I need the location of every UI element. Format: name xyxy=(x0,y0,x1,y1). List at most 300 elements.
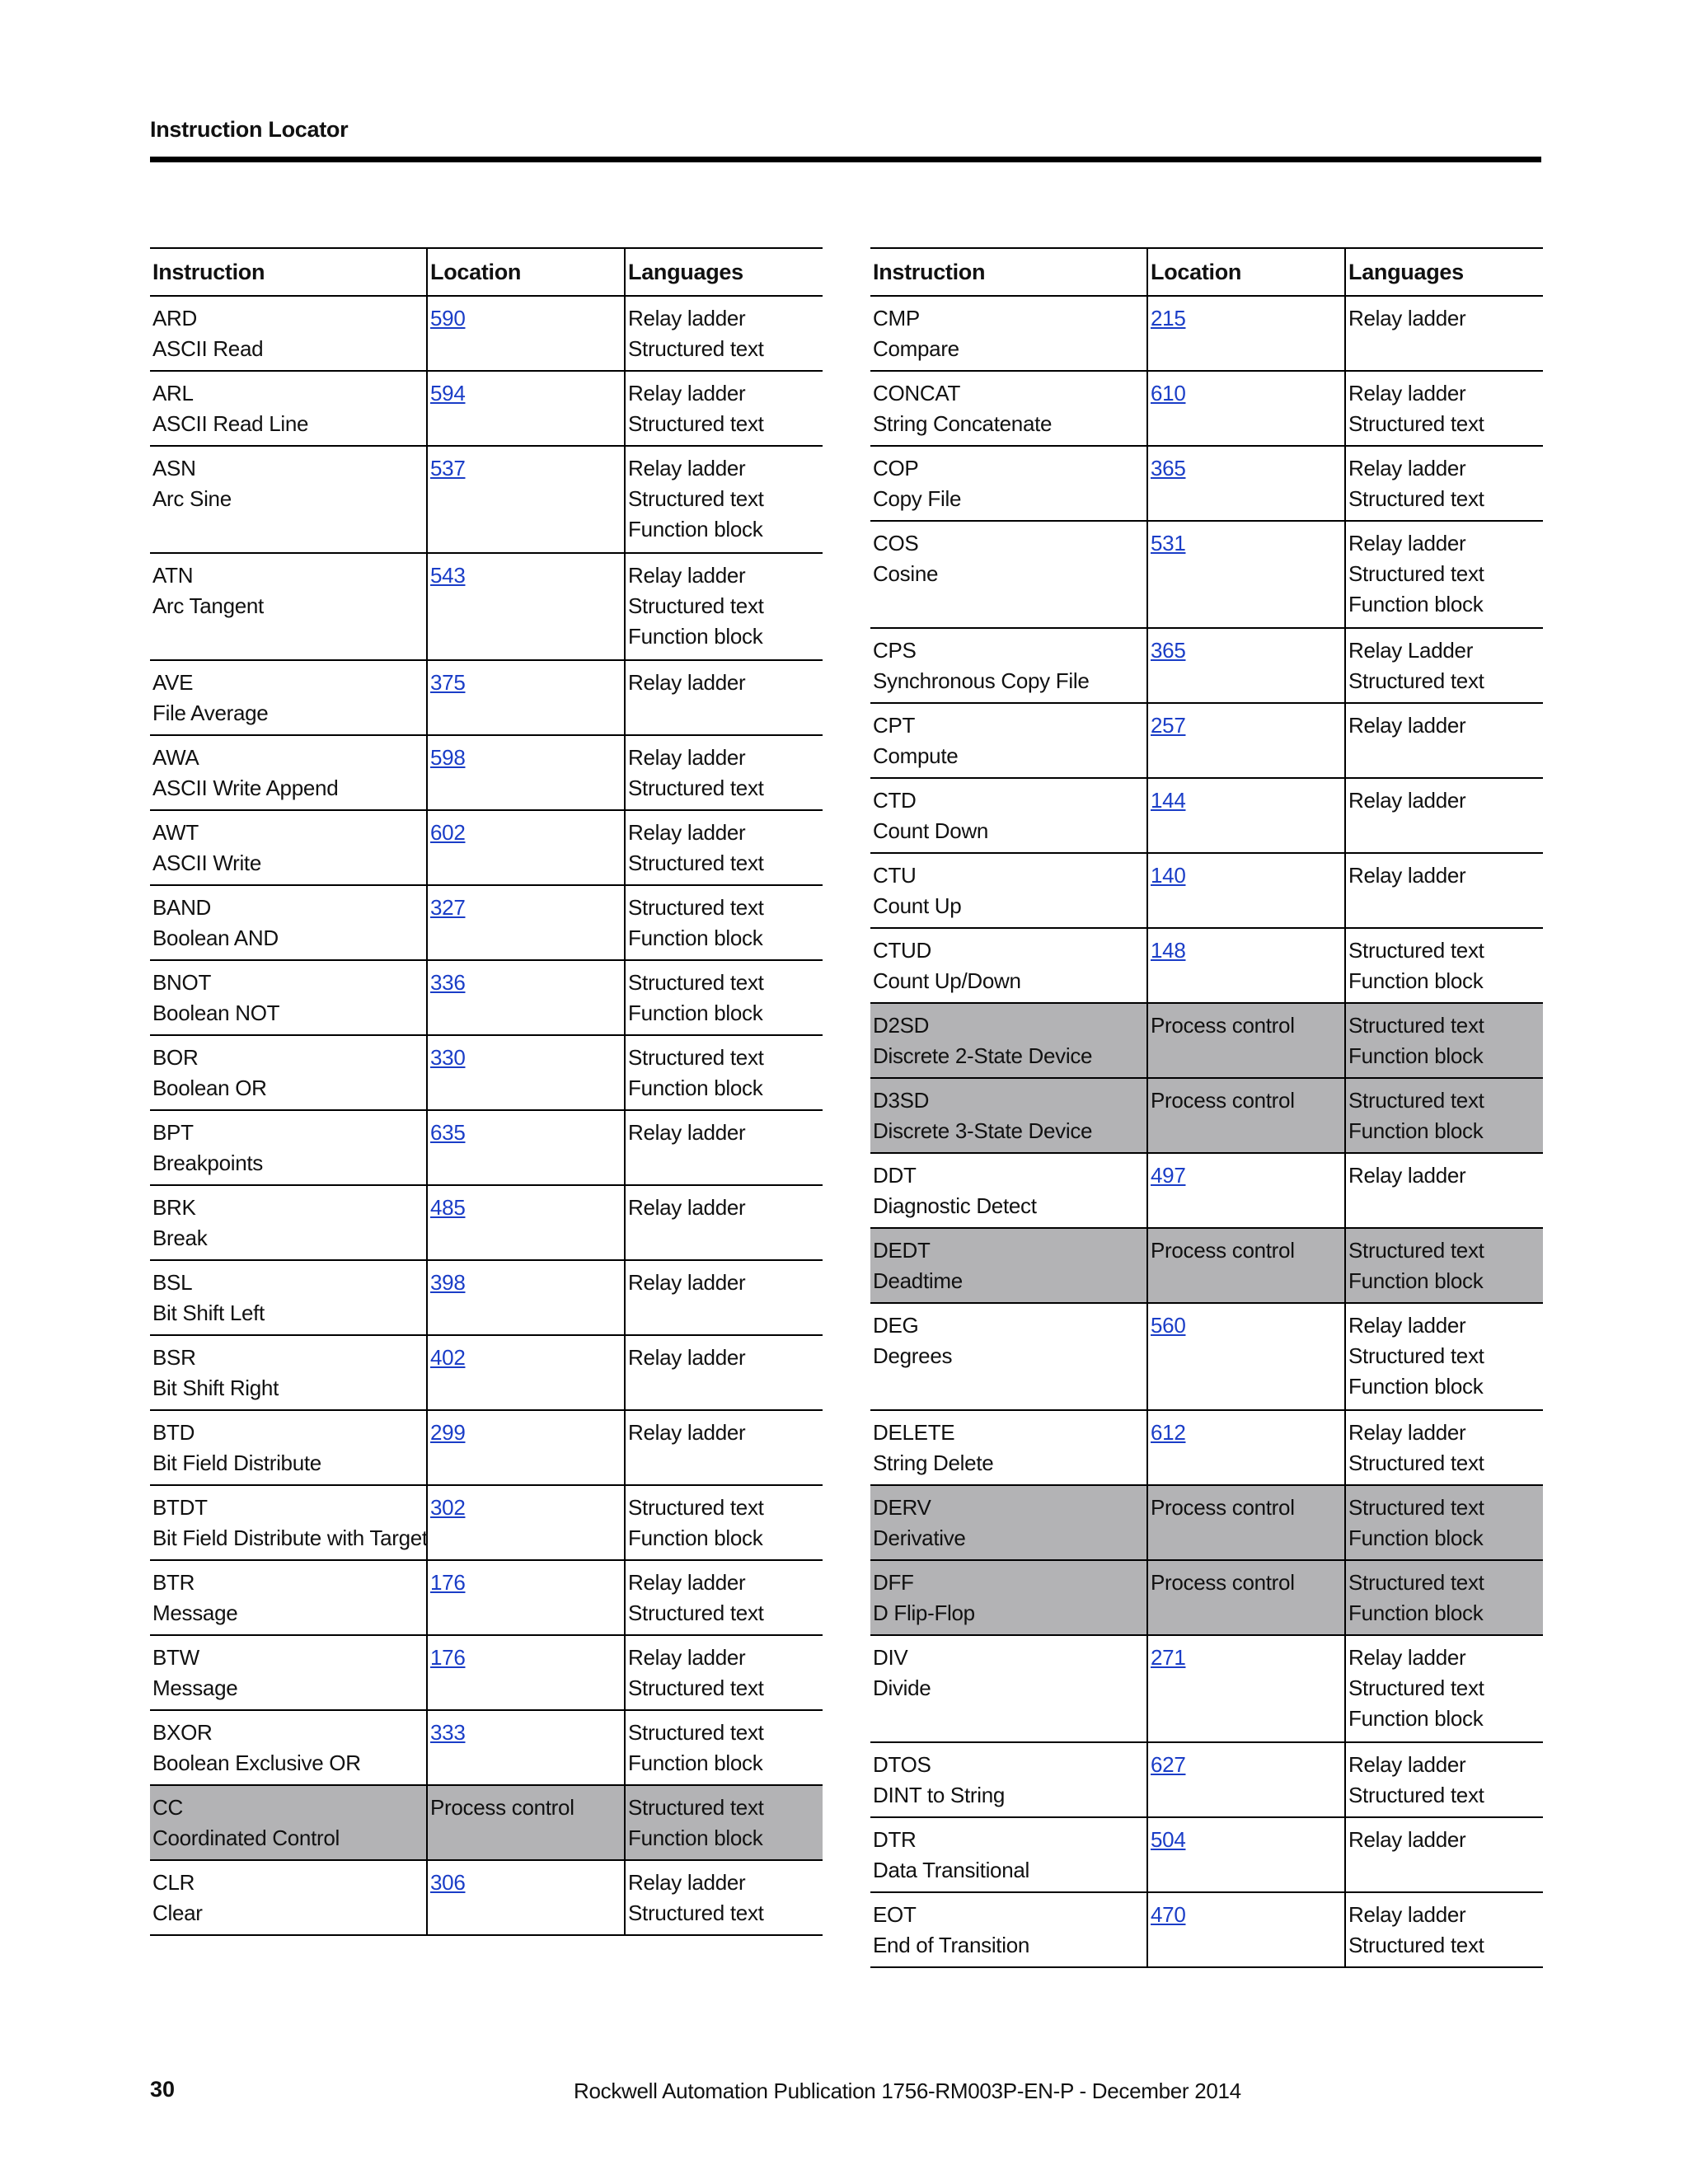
instruction-name: Arc Sine xyxy=(152,486,232,511)
table-row xyxy=(150,553,823,660)
instruction-cell xyxy=(870,1485,1147,1560)
language-item: Relay ladder xyxy=(1348,863,1466,888)
instruction-mnemonic: AVE xyxy=(152,670,194,695)
location-cell xyxy=(427,960,625,1035)
language-item: Relay ladder xyxy=(628,306,746,330)
instruction-cell xyxy=(870,1003,1147,1078)
language-item: Structured text xyxy=(1348,1570,1484,1595)
language-item: Relay ladder xyxy=(628,1570,746,1595)
table-row xyxy=(870,1153,1543,1228)
language-item: Structured text xyxy=(628,593,764,618)
language-item: Structured text xyxy=(628,1495,764,1520)
instruction-cell xyxy=(870,1635,1147,1742)
page-link[interactable]: 402 xyxy=(430,1345,466,1370)
table-row xyxy=(150,1260,823,1335)
languages-cell xyxy=(1345,1228,1543,1303)
instruction-cell xyxy=(870,853,1147,928)
page-link[interactable]: 627 xyxy=(1151,1752,1186,1777)
instruction-mnemonic: DFF xyxy=(873,1570,914,1595)
table-row xyxy=(870,1817,1543,1892)
instruction-mnemonic: DEG xyxy=(873,1313,919,1338)
table-row xyxy=(150,1860,823,1935)
language-item: Structured text xyxy=(1348,1495,1484,1520)
language-item: Structured text xyxy=(628,776,764,800)
instruction-mnemonic: BTR xyxy=(152,1570,195,1595)
languages-cell xyxy=(1345,1742,1543,1817)
page-link[interactable]: 330 xyxy=(430,1045,466,1070)
instruction-name: DINT to String xyxy=(873,1783,1006,1807)
language-item: Structured text xyxy=(1348,938,1484,963)
instruction-cell xyxy=(870,1560,1147,1635)
instruction-mnemonic: DELETE xyxy=(873,1420,955,1445)
languages-cell xyxy=(1345,1410,1543,1485)
page-link[interactable]: 215 xyxy=(1151,306,1186,330)
languages-cell xyxy=(625,1335,823,1410)
language-item: Function block xyxy=(628,1825,763,1850)
instruction-mnemonic: COS xyxy=(873,531,919,555)
header-rule xyxy=(150,157,1541,162)
instruction-mnemonic: DEDT xyxy=(873,1238,931,1263)
language-item: Relay ladder xyxy=(1348,713,1466,738)
language-item: Structured text xyxy=(1348,668,1484,693)
instruction-name: String Delete xyxy=(873,1451,994,1475)
instruction-cell xyxy=(150,371,427,446)
language-item: Function block xyxy=(1348,1526,1484,1550)
instruction-name: Boolean OR xyxy=(152,1076,267,1100)
languages-cell xyxy=(625,371,823,446)
languages-cell xyxy=(625,1485,823,1560)
instruction-mnemonic: ARL xyxy=(152,381,194,405)
location-cell xyxy=(1147,446,1345,521)
instruction-mnemonic: CTUD xyxy=(873,938,932,963)
page-link[interactable]: 398 xyxy=(430,1270,466,1295)
page-link[interactable]: 590 xyxy=(430,306,466,330)
page-link[interactable]: 543 xyxy=(430,563,466,588)
page-link[interactable]: 531 xyxy=(1151,531,1186,555)
table-row xyxy=(870,371,1543,446)
instruction-name: Bit Field Distribute with Target xyxy=(152,1526,428,1550)
page-link[interactable]: 485 xyxy=(430,1195,466,1220)
table-row xyxy=(150,885,823,960)
table-row xyxy=(870,1560,1543,1635)
languages-cell xyxy=(1345,1560,1543,1635)
languages-cell xyxy=(625,960,823,1035)
table-row xyxy=(870,1635,1543,1742)
location-cell xyxy=(1147,1742,1345,1817)
languages-cell xyxy=(1345,296,1543,371)
language-item: Relay ladder xyxy=(1348,1827,1466,1852)
instruction-mnemonic: CC xyxy=(152,1795,183,1820)
page-link[interactable]: 140 xyxy=(1151,863,1186,888)
instruction-name: Degrees xyxy=(873,1343,953,1368)
language-item: Relay ladder xyxy=(628,563,746,588)
language-item: Structured text xyxy=(1348,1088,1484,1113)
language-item: Relay ladder xyxy=(1348,306,1466,330)
language-item: Function block xyxy=(628,926,763,950)
languages-cell xyxy=(1345,521,1543,628)
table-row xyxy=(870,928,1543,1003)
column-header-instruction: Instruction xyxy=(150,248,427,296)
instruction-name: ASCII Read Line xyxy=(152,411,309,436)
page-link[interactable]: 504 xyxy=(1151,1827,1186,1852)
page-link[interactable]: 635 xyxy=(430,1120,466,1145)
language-item: Relay ladder xyxy=(628,1120,746,1145)
instruction-name: Divide xyxy=(873,1675,931,1700)
languages-cell xyxy=(1345,853,1543,928)
language-item: Relay ladder xyxy=(1348,1313,1466,1338)
table-row xyxy=(870,1742,1543,1817)
column-header-languages: Languages xyxy=(1345,248,1543,296)
instruction-mnemonic: DTOS xyxy=(873,1752,931,1777)
instruction-mnemonic: BOR xyxy=(152,1045,199,1070)
instruction-mnemonic: DIV xyxy=(873,1645,908,1670)
table-row xyxy=(870,778,1543,853)
language-item: Structured text xyxy=(1348,1238,1484,1263)
language-item: Function block xyxy=(1348,1043,1484,1068)
table-row xyxy=(870,1228,1543,1303)
instruction-name: Synchronous Copy File xyxy=(873,668,1090,693)
location-text: Process control xyxy=(430,1795,574,1820)
page-link[interactable]: 299 xyxy=(430,1420,466,1445)
instruction-cell xyxy=(150,1110,427,1185)
language-item: Relay ladder xyxy=(1348,456,1466,480)
language-item: Structured text xyxy=(628,1675,764,1700)
instruction-name: Cosine xyxy=(873,561,939,586)
language-item: Function block xyxy=(1348,1706,1484,1731)
language-item: Structured text xyxy=(1348,1783,1484,1807)
page-link[interactable]: 594 xyxy=(430,381,466,405)
instruction-cell xyxy=(870,1892,1147,1967)
location-cell xyxy=(1147,1817,1345,1892)
location-cell xyxy=(427,885,625,960)
instruction-name: Coordinated Control xyxy=(152,1825,340,1850)
language-item: Function block xyxy=(628,1001,763,1025)
table-row xyxy=(870,1410,1543,1485)
language-item: Structured text xyxy=(628,970,764,995)
page-link[interactable]: 333 xyxy=(430,1720,466,1745)
page-link[interactable]: 302 xyxy=(430,1495,466,1520)
instruction-name: Clear xyxy=(152,1900,203,1925)
page-link[interactable]: 365 xyxy=(1151,456,1186,480)
language-item: Relay ladder xyxy=(1348,1420,1466,1445)
instruction-cell xyxy=(870,1153,1147,1228)
instruction-name: String Concatenate xyxy=(873,411,1053,436)
instruction-name: Bit Field Distribute xyxy=(152,1451,321,1475)
page-link[interactable]: 560 xyxy=(1151,1313,1186,1338)
page-link[interactable]: 598 xyxy=(430,745,466,770)
instruction-cell xyxy=(150,1185,427,1260)
location-cell xyxy=(427,810,625,885)
table-body-left xyxy=(150,296,823,1935)
location-cell xyxy=(1147,1153,1345,1228)
location-cell xyxy=(1147,521,1345,628)
instruction-cell xyxy=(870,1410,1147,1485)
instruction-name: Break xyxy=(152,1226,208,1250)
instruction-name: ASCII Read xyxy=(152,336,264,361)
instruction-mnemonic: CONCAT xyxy=(873,381,961,405)
location-text: Process control xyxy=(1151,1013,1295,1038)
instruction-cell xyxy=(870,521,1147,628)
location-cell xyxy=(427,1860,625,1935)
language-item: Relay ladder xyxy=(628,820,746,845)
languages-cell xyxy=(1345,371,1543,446)
instruction-name: ASCII Write Append xyxy=(152,776,339,800)
instruction-name: Count Down xyxy=(873,818,989,843)
language-item: Relay ladder xyxy=(1348,531,1466,555)
instruction-cell xyxy=(150,1560,427,1635)
languages-cell xyxy=(625,1635,823,1710)
instruction-mnemonic: ARD xyxy=(152,306,197,330)
language-item: Relay ladder xyxy=(628,670,746,695)
location-cell xyxy=(1147,1410,1345,1485)
instruction-name: Bit Shift Left xyxy=(152,1301,265,1325)
instruction-cell xyxy=(150,446,427,553)
instruction-mnemonic: CPS xyxy=(873,638,917,663)
page-link[interactable]: 602 xyxy=(430,820,466,845)
instruction-mnemonic: BRK xyxy=(152,1195,196,1220)
instruction-mnemonic: DERV xyxy=(873,1495,931,1520)
page-link[interactable]: 176 xyxy=(430,1645,466,1670)
languages-cell xyxy=(1345,628,1543,703)
language-item: Relay ladder xyxy=(628,1270,746,1295)
languages-cell xyxy=(1345,1078,1543,1153)
instruction-name: Count Up/Down xyxy=(873,968,1021,993)
instruction-name: Discrete 2-State Device xyxy=(873,1043,1093,1068)
language-item: Relay ladder xyxy=(628,1870,746,1895)
instruction-name: Data Transitional xyxy=(873,1858,1030,1882)
language-item: Relay ladder xyxy=(628,745,746,770)
language-item: Structured text xyxy=(628,486,764,511)
instruction-mnemonic: D2SD xyxy=(873,1013,930,1038)
language-item: Structured text xyxy=(1348,1343,1484,1368)
page-link[interactable]: 176 xyxy=(430,1570,466,1595)
language-item: Structured text xyxy=(1348,486,1484,511)
table-row xyxy=(150,1785,823,1860)
table-row xyxy=(150,1560,823,1635)
instruction-name: Deadtime xyxy=(873,1268,963,1293)
instruction-cell xyxy=(150,553,427,660)
table-row xyxy=(150,1335,823,1410)
location-cell xyxy=(1147,1078,1345,1153)
location-cell xyxy=(1147,1303,1345,1410)
language-item: Structured text xyxy=(628,411,764,436)
instruction-mnemonic: BNOT xyxy=(152,970,212,995)
languages-cell xyxy=(1345,446,1543,521)
language-item: Function block xyxy=(1348,1601,1484,1625)
language-item: Structured text xyxy=(1348,1451,1484,1475)
instruction-cell xyxy=(150,1860,427,1935)
page-link[interactable]: 470 xyxy=(1151,1902,1186,1927)
table-row xyxy=(870,703,1543,778)
instruction-mnemonic: CLR xyxy=(152,1870,195,1895)
instruction-cell xyxy=(870,628,1147,703)
location-cell xyxy=(1147,371,1345,446)
table-row xyxy=(150,1710,823,1785)
instruction-table-left xyxy=(150,247,823,1936)
languages-cell xyxy=(1345,1635,1543,1742)
instruction-cell xyxy=(150,1335,427,1410)
page-link[interactable]: 257 xyxy=(1151,713,1186,738)
instruction-mnemonic: BSL xyxy=(152,1270,193,1295)
instruction-mnemonic: ASN xyxy=(152,456,196,480)
page-link[interactable]: 610 xyxy=(1151,381,1186,405)
language-item: Structured text xyxy=(628,851,764,875)
page-link[interactable]: 612 xyxy=(1151,1420,1186,1445)
table-row xyxy=(870,853,1543,928)
instruction-cell xyxy=(150,885,427,960)
instruction-cell xyxy=(870,1078,1147,1153)
location-cell xyxy=(427,371,625,446)
page-link[interactable]: 327 xyxy=(430,895,466,920)
language-item: Relay ladder xyxy=(1348,1752,1466,1777)
language-item: Function block xyxy=(628,624,763,649)
location-cell xyxy=(1147,1003,1345,1078)
language-item: Relay ladder xyxy=(1348,788,1466,813)
location-cell xyxy=(427,1710,625,1785)
instruction-cell xyxy=(150,1035,427,1110)
table-row xyxy=(150,660,823,735)
table-row xyxy=(150,1035,823,1110)
location-text: Process control xyxy=(1151,1238,1295,1263)
location-cell xyxy=(1147,1228,1345,1303)
table-row xyxy=(870,521,1543,628)
location-cell xyxy=(1147,1892,1345,1967)
column-header-location: Location xyxy=(1147,248,1345,296)
languages-cell xyxy=(1345,1817,1543,1892)
language-item: Function block xyxy=(1348,968,1484,993)
instruction-name: Boolean AND xyxy=(152,926,279,950)
languages-cell xyxy=(625,1035,823,1110)
instruction-cell xyxy=(150,960,427,1035)
table-row xyxy=(150,446,823,553)
page-link[interactable]: 375 xyxy=(430,670,466,695)
language-item: Structured text xyxy=(628,1900,764,1925)
location-cell xyxy=(1147,1485,1345,1560)
table-row xyxy=(870,628,1543,703)
table-row xyxy=(150,735,823,810)
language-item: Structured text xyxy=(628,1601,764,1625)
language-item: Function block xyxy=(628,517,763,541)
language-item: Function block xyxy=(628,1076,763,1100)
instruction-mnemonic: BXOR xyxy=(152,1720,213,1745)
languages-cell xyxy=(1345,703,1543,778)
languages-cell xyxy=(625,885,823,960)
language-item: Relay ladder xyxy=(628,456,746,480)
instruction-cell xyxy=(870,1228,1147,1303)
page-link[interactable]: 537 xyxy=(430,456,466,480)
location-cell xyxy=(1147,853,1345,928)
column-header-instruction: Instruction xyxy=(870,248,1147,296)
location-cell xyxy=(1147,628,1345,703)
language-item: Function block xyxy=(1348,1118,1484,1143)
languages-cell xyxy=(625,1110,823,1185)
page-number: 30 xyxy=(150,2077,176,2102)
location-cell xyxy=(427,660,625,735)
instruction-mnemonic: ATN xyxy=(152,563,194,588)
languages-cell xyxy=(625,1410,823,1485)
page-link[interactable]: 497 xyxy=(1151,1163,1186,1188)
page-link[interactable]: 306 xyxy=(430,1870,466,1895)
instruction-mnemonic: CMP xyxy=(873,306,920,330)
table-row xyxy=(150,810,823,885)
language-item: Relay ladder xyxy=(1348,1163,1466,1188)
languages-cell xyxy=(625,660,823,735)
location-cell xyxy=(427,1035,625,1110)
page-link[interactable]: 271 xyxy=(1151,1645,1186,1670)
location-cell xyxy=(427,446,625,553)
page-link[interactable]: 144 xyxy=(1151,788,1186,813)
languages-cell xyxy=(1345,1892,1543,1967)
instruction-mnemonic: BTDT xyxy=(152,1495,208,1520)
table-row xyxy=(870,1892,1543,1967)
instruction-mnemonic: CPT xyxy=(873,713,916,738)
instruction-name: Derivative xyxy=(873,1526,966,1550)
instruction-mnemonic: COP xyxy=(873,456,919,480)
instruction-cell xyxy=(150,1485,427,1560)
language-item: Structured text xyxy=(628,1045,764,1070)
language-item: Function block xyxy=(1348,1268,1484,1293)
instruction-name: Compare xyxy=(873,336,959,361)
table-body-right xyxy=(870,296,1543,1967)
instruction-cell xyxy=(870,778,1147,853)
instruction-cell xyxy=(870,446,1147,521)
languages-cell xyxy=(625,735,823,810)
table-row xyxy=(870,1303,1543,1410)
instruction-mnemonic: AWT xyxy=(152,820,199,845)
table-row xyxy=(150,1410,823,1485)
table-row xyxy=(150,1185,823,1260)
table-row xyxy=(150,296,823,371)
language-item: Relay ladder xyxy=(628,381,746,405)
instruction-cell xyxy=(150,1260,427,1335)
instruction-cell xyxy=(870,703,1147,778)
languages-cell xyxy=(1345,1153,1543,1228)
instruction-name: Bit Shift Right xyxy=(152,1376,279,1400)
table-header-row xyxy=(150,248,823,296)
table-row xyxy=(870,1003,1543,1078)
language-item: Structured text xyxy=(1348,1675,1484,1700)
language-item: Relay ladder xyxy=(1348,1902,1466,1927)
instruction-name: Discrete 3-State Device xyxy=(873,1118,1093,1143)
location-text: Process control xyxy=(1151,1088,1295,1113)
language-item: Structured text xyxy=(1348,561,1484,586)
instruction-mnemonic: DDT xyxy=(873,1163,917,1188)
instruction-mnemonic: BAND xyxy=(152,895,212,920)
instruction-name: Message xyxy=(152,1675,238,1700)
instruction-name: Boolean Exclusive OR xyxy=(152,1750,361,1775)
location-cell xyxy=(427,296,625,371)
language-item: Function block xyxy=(1348,592,1484,616)
instruction-mnemonic: BPT xyxy=(152,1120,194,1145)
instruction-mnemonic: DTR xyxy=(873,1827,917,1852)
location-text: Process control xyxy=(1151,1495,1295,1520)
languages-cell xyxy=(625,1785,823,1860)
page-link[interactable]: 336 xyxy=(430,970,466,995)
instruction-mnemonic: BSR xyxy=(152,1345,196,1370)
languages-cell xyxy=(1345,1485,1543,1560)
instruction-cell xyxy=(150,1785,427,1860)
instruction-cell xyxy=(870,371,1147,446)
page-link[interactable]: 365 xyxy=(1151,638,1186,663)
location-cell xyxy=(427,553,625,660)
location-cell xyxy=(427,1485,625,1560)
table-row xyxy=(150,1110,823,1185)
instruction-name: Copy File xyxy=(873,486,962,511)
language-item: Structured text xyxy=(628,1720,764,1745)
table-row xyxy=(150,371,823,446)
page-link[interactable]: 148 xyxy=(1151,938,1186,963)
instruction-mnemonic: BTD xyxy=(152,1420,195,1445)
